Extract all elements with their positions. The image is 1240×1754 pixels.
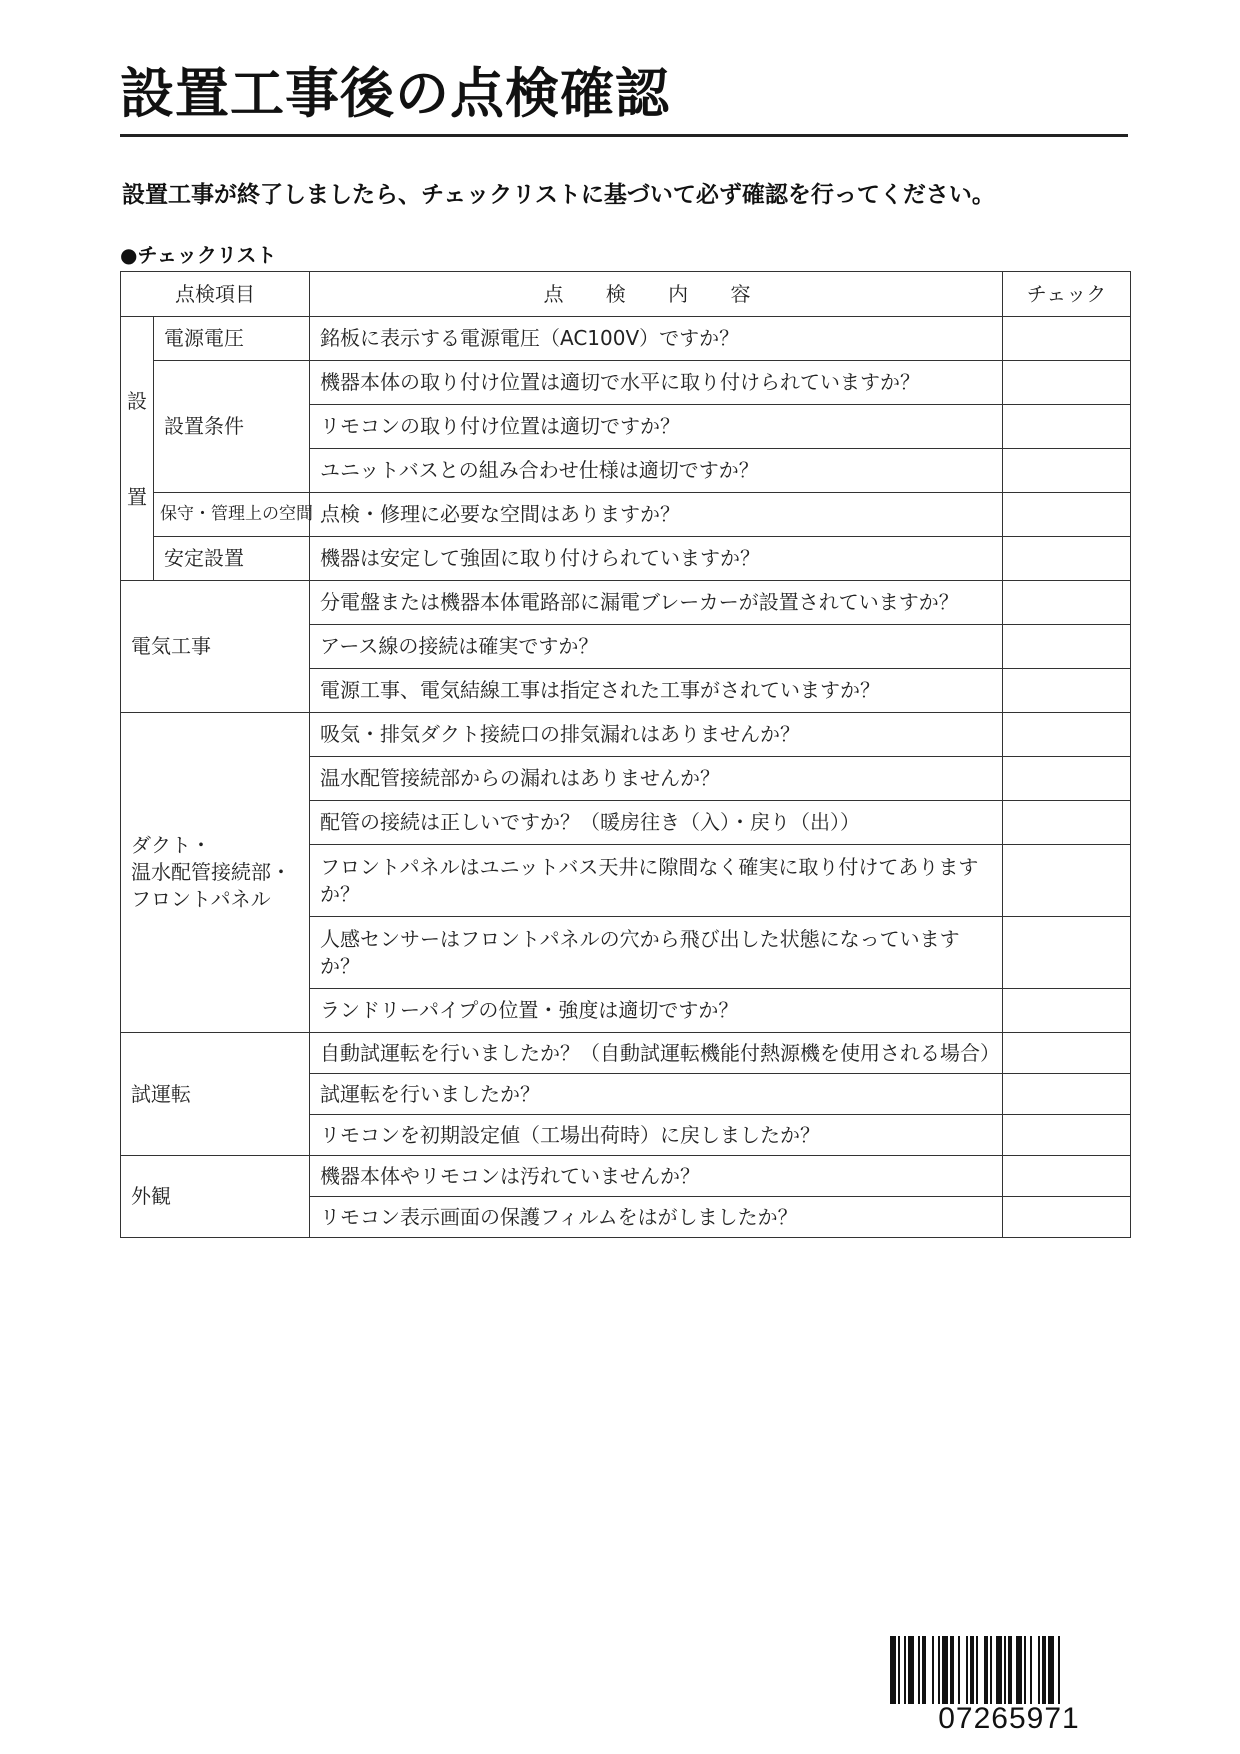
check-box[interactable] <box>1003 625 1131 669</box>
barcode-bar <box>958 1636 960 1704</box>
barcode-bar <box>1016 1636 1022 1704</box>
check-item: 機器本体の取り付け位置は適切で水平に取り付けられていますか？ <box>310 361 1003 405</box>
barcode-bar <box>898 1636 900 1704</box>
barcode-bar <box>932 1636 934 1704</box>
barcode-bar <box>904 1636 906 1704</box>
table-row <box>121 581 1131 625</box>
group-duct <box>121 713 310 1033</box>
check-item: 銘板に表示する電源電圧（AC100V）ですか？ <box>310 317 1003 361</box>
check-box[interactable] <box>1003 917 1131 989</box>
barcode-bar <box>908 1636 914 1704</box>
barcode-bar <box>970 1636 974 1704</box>
table-row <box>121 1033 1131 1074</box>
check-item: アース線の接続は確実ですか？ <box>310 625 1003 669</box>
group-electrical: 電気工事 <box>121 581 310 713</box>
check-item: 温水配管接続部からの漏れはありませんか？ <box>310 757 1003 801</box>
check-box[interactable] <box>1003 1156 1131 1197</box>
header-content: 点 検 内 容 <box>310 272 1003 317</box>
check-box[interactable] <box>1003 361 1131 405</box>
check-box[interactable] <box>1003 1115 1131 1156</box>
check-item: 自動試運転を行いましたか？（自動試運転機能付熱源機を使用される場合） <box>310 1033 1003 1074</box>
check-item: リモコン表示画面の保護フィルムをはがしましたか？ <box>310 1197 1003 1238</box>
check-item: リモコンを初期設定値（工場出荷時）に戻しましたか？ <box>310 1115 1003 1156</box>
header-check: チェック <box>1003 272 1131 317</box>
barcode-bar <box>990 1636 992 1704</box>
group-installation <box>121 317 154 581</box>
check-box[interactable] <box>1003 989 1131 1033</box>
table-row <box>121 361 1131 405</box>
check-box[interactable] <box>1003 1074 1131 1115</box>
barcode-bar <box>1042 1636 1046 1704</box>
table-header-row <box>121 272 1131 317</box>
check-box[interactable] <box>1003 1197 1131 1238</box>
check-item: リモコンの取り付け位置は適切ですか？ <box>310 405 1003 449</box>
check-item: 試運転を行いましたか？ <box>310 1074 1003 1115</box>
barcode-bar <box>950 1636 954 1704</box>
subgroup-space: 保守・管理上の空間 <box>154 493 310 537</box>
check-item: 電源工事、電気結線工事は指定された工事がされていますか？ <box>310 669 1003 713</box>
check-box[interactable] <box>1003 493 1131 537</box>
group-test-run: 試運転 <box>121 1033 310 1156</box>
barcode-bar <box>1058 1636 1060 1704</box>
intro-text: 設置工事が終了しましたら、チェックリストに基づいて必ず確認を行ってください。 <box>122 182 995 208</box>
barcode-bar <box>1008 1636 1012 1704</box>
group-duct-line: フロントパネル <box>131 887 271 911</box>
check-item: 吸気・排気ダクト接続口の排気漏れはありませんか？ <box>310 713 1003 757</box>
check-item: フロントパネルはユニットバス天井に隙間なく確実に取り付けてありますか？ <box>310 845 1003 917</box>
group-char: 置 <box>127 484 147 509</box>
check-box[interactable] <box>1003 581 1131 625</box>
barcode-bar <box>942 1636 948 1704</box>
page-title: 設置工事後の点検確認 <box>120 62 670 125</box>
check-box[interactable] <box>1003 1033 1131 1074</box>
checklist-table <box>120 271 1131 1238</box>
group-char: 設 <box>127 388 147 413</box>
barcode-bar <box>966 1636 968 1704</box>
check-item: 分電盤または機器本体電路部に漏電ブレーカーが設置されていますか？ <box>310 581 1003 625</box>
barcode-bar <box>1024 1636 1026 1704</box>
check-box[interactable] <box>1003 801 1131 845</box>
table-row <box>121 1156 1131 1197</box>
table-row <box>121 537 1131 581</box>
barcode-bar <box>922 1636 926 1704</box>
barcode-bar <box>1030 1636 1032 1704</box>
group-duct-line: ダクト・ <box>131 833 211 857</box>
check-item: 配管の接続は正しいですか？（暖房往き（入）・戻り（出）） <box>310 801 1003 845</box>
barcode-bar <box>976 1636 978 1704</box>
barcode-bar <box>938 1636 940 1704</box>
barcode-bar <box>918 1636 920 1704</box>
check-box[interactable] <box>1003 713 1131 757</box>
check-box[interactable] <box>1003 537 1131 581</box>
barcode-bar <box>1004 1636 1006 1704</box>
check-box[interactable] <box>1003 405 1131 449</box>
subgroup-power: 電源電圧 <box>154 317 310 361</box>
group-appearance: 外観 <box>121 1156 310 1238</box>
barcode <box>890 1636 1128 1704</box>
group-duct-line: 温水配管接続部・ <box>131 860 291 884</box>
check-item: ユニットバスとの組み合わせ仕様は適切ですか？ <box>310 449 1003 493</box>
barcode-bar <box>996 1636 1002 1704</box>
check-item: ランドリーパイプの位置・強度は適切ですか？ <box>310 989 1003 1033</box>
check-box[interactable] <box>1003 669 1131 713</box>
subgroup-conditions: 設置条件 <box>154 361 310 493</box>
header-item: 点検項目 <box>121 272 310 317</box>
table-row <box>121 317 1131 361</box>
table-row <box>121 713 1131 757</box>
check-item: 人感センサーはフロントパネルの穴から飛び出した状態になっていますか？ <box>310 917 1003 989</box>
check-item: 点検・修理に必要な空間はありますか？ <box>310 493 1003 537</box>
check-box[interactable] <box>1003 317 1131 361</box>
check-item: 機器本体やリモコンは汚れていませんか？ <box>310 1156 1003 1197</box>
title-underline <box>120 134 1128 137</box>
barcode-bar <box>1038 1636 1040 1704</box>
subgroup-stable: 安定設置 <box>154 537 310 581</box>
check-box[interactable] <box>1003 845 1131 917</box>
barcode-bar <box>1048 1636 1054 1704</box>
checklist-section-label: ●チェックリスト <box>120 243 277 267</box>
check-item: 機器は安定して強固に取り付けられていますか？ <box>310 537 1003 581</box>
table-row <box>121 493 1131 537</box>
barcode-bar <box>984 1636 988 1704</box>
check-box[interactable] <box>1003 757 1131 801</box>
check-box[interactable] <box>1003 449 1131 493</box>
barcode-number: 07265971 <box>938 1702 1080 1735</box>
barcode-bar <box>890 1636 896 1704</box>
